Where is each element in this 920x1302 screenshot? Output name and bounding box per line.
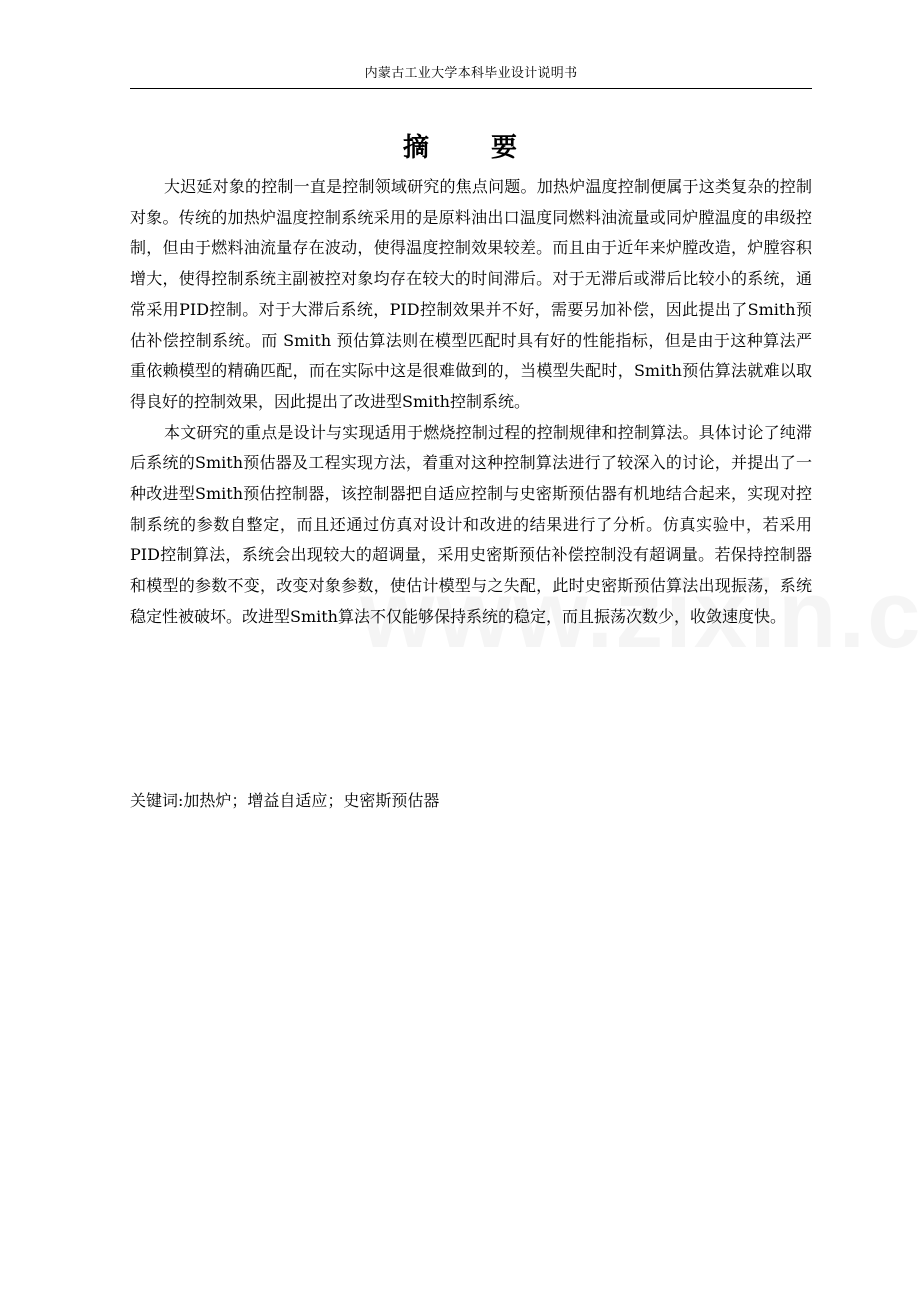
page-title: 摘 要 (402, 133, 535, 163)
keywords-line: 关键词:加热炉；增益自适应；史密斯预估器 (130, 791, 440, 810)
abstract-paragraph-2: 本文研究的重点是设计与实现适用于燃烧控制过程的控制规律和控制算法。具体讨论了纯滞后系统的Smith预估器及工程实现方法，着重对这种控制算法进行了较深入的讨论，并提出了一种改进型Smith预估控制器，该控制器把自适应控制与史密斯预估器有机地结合起来，实现对控制系统的参数自整定，而且还通过仿真对设计和改进的结果进行了分析。仿真实验中，若采用PID控制算法，系统会出现较大的超调量，采用史密斯预估补偿控制没有超调量。若保持控制器和模型的参数不变，改变对象参数，使估计模型与之失配，此时史密斯预估算法出现振荡，系统稳定性被破坏。改进型Smith算法不仅能够保持系统的稳定，而且振荡次数少，收敛速度快。 (130, 422, 812, 626)
abstract-body (130, 172, 812, 633)
running-title: 内蒙古工业大学本科毕业设计说明书 (364, 66, 578, 81)
abstract-paragraph-1: 大迟延对象的控制一直是控制领域研究的焦点问题。加热炉温度控制便属于这类复杂的控制对象。传统的加热炉温度控制系统采用的是原料油出口温度同燃料油流量或同炉膛温度的串级控制，但由于燃料油流量存在波动，使得温度控制效果较差。而且由于近年来炉膛改造，炉膛容积增大，使得控制系统主副被控对象均存在较大的时间滞后。对于无滞后或滞后比较小的系统，通常采用PID控制。对于大滞后系统，PID控制效果并不好，需要另加补偿，因此提出了Smith预估补偿控制系统。而 Smith 预估算法则在模型匹配时具有好的性能指标，但是由于这种算法严重依赖模型的精确匹配，而在实际中这是很难做到的，当模型失配时，Smith预估算法就难以取得良好的控制效果，因此提出了改进型Smith控制系统。 (130, 177, 812, 411)
page-header (130, 62, 812, 89)
